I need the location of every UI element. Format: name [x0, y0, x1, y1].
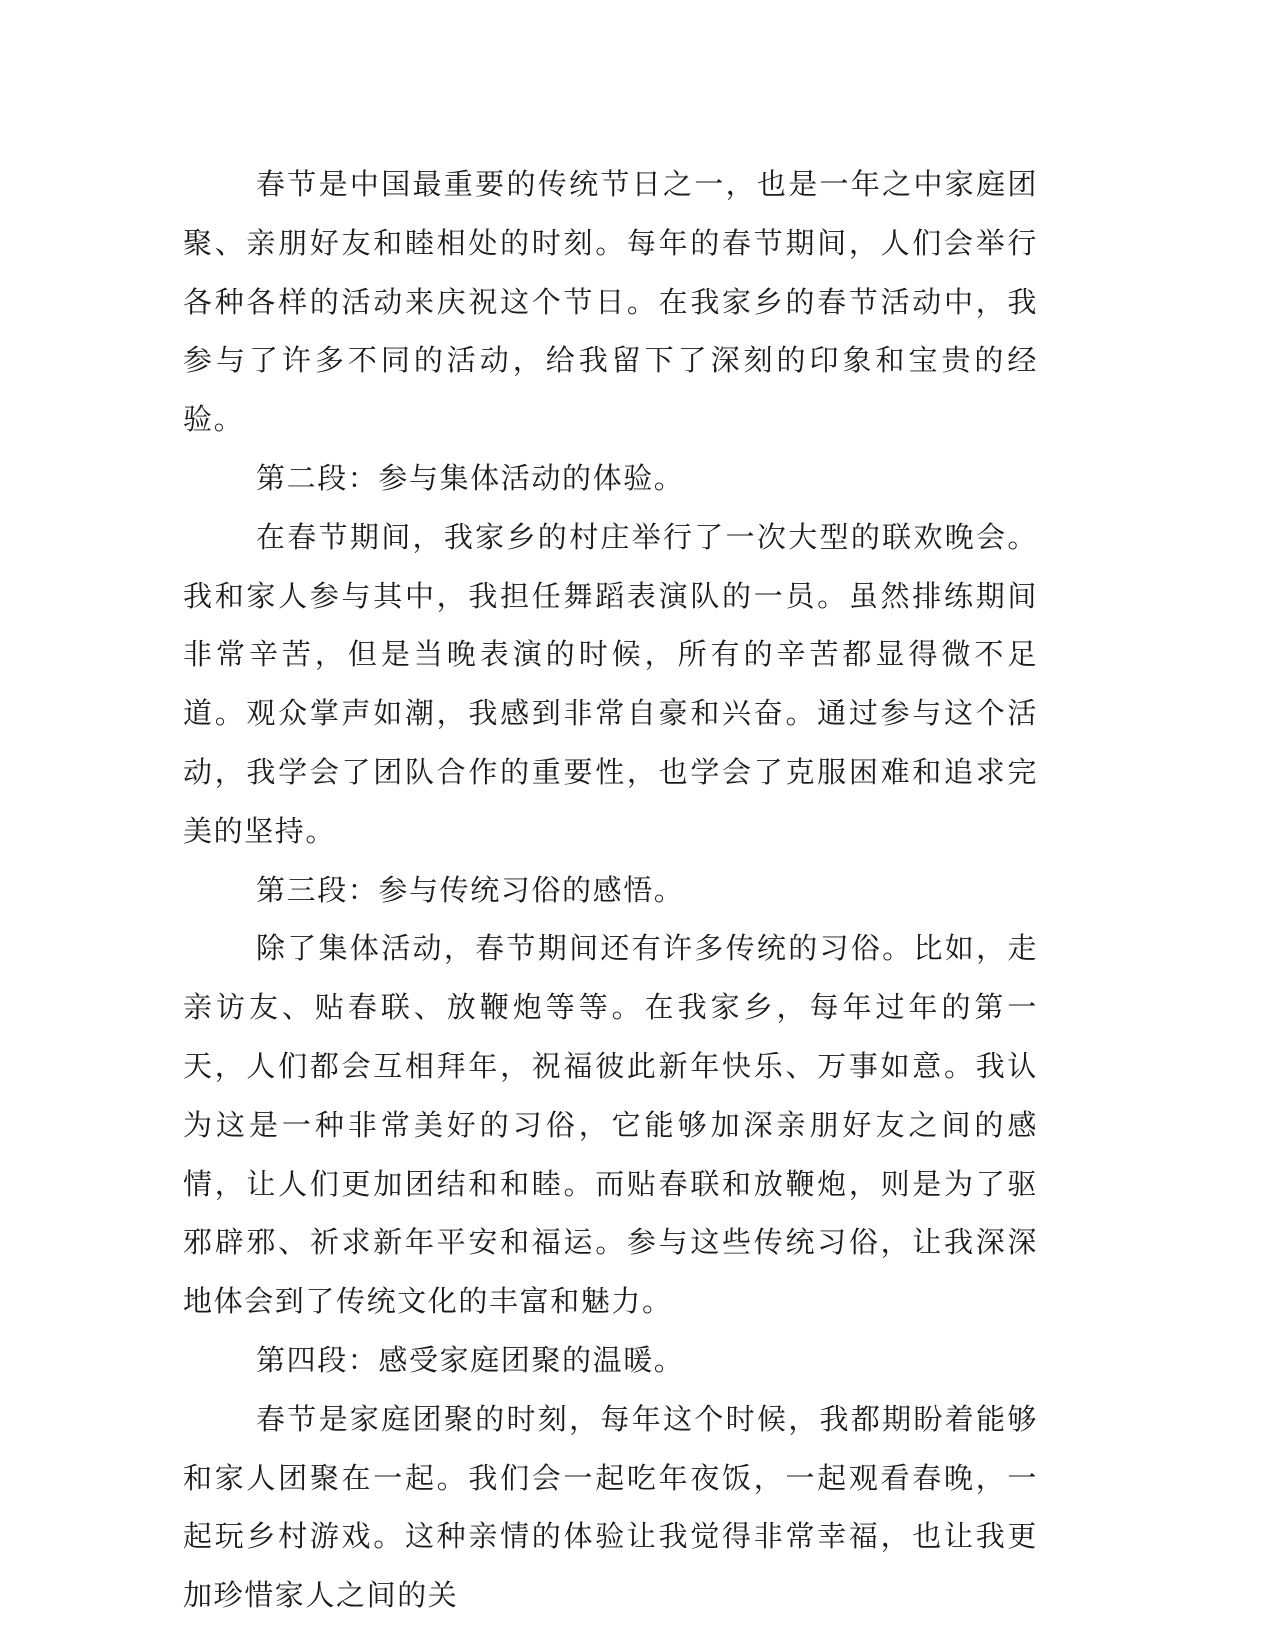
paragraph-collective-activity: 在春节期间，我家乡的村庄举行了一次大型的联欢晚会。我和家人参与其中，我担任舞蹈表演队的一员。虽然排练期间非常辛苦，但是当晚表演的时候，所有的辛苦都显得微不足道。观众掌声如潮，我感到非常自豪和兴奋。通过参与这个活动，我学会了团队合作的重要性，也学会了克服困难和追求完美的坚持。	[183, 519, 1038, 848]
section-heading-3: 第三段：参与传统习俗的感悟。	[256, 872, 685, 907]
paragraph-traditional-customs: 除了集体活动，春节期间还有许多传统的习俗。比如，走亲访友、贴春联、放鞭炮等等。在我家乡，每年过年的第一天，人们都会互相拜年，祝福彼此新年快乐、万事如意。我认为这是一种非常美好的习俗，它能够加深亲朋好友之间的感情，让人们更加团结和和睦。而贴春联和放鞭炮，则是为了驱邪辟邪、祈求新年平安和福运。参与这些传统习俗，让我深深地体会到了传统文化的丰富和魅力。	[183, 931, 1038, 1319]
section-heading-4: 第四段：感受家庭团聚的温暖。	[256, 1342, 685, 1377]
paragraph-family-reunion: 春节是家庭团聚的时刻，每年这个时候，我都期盼着能够和家人团聚在一起。我们会一起吃年夜饭，一起观看春晚，一起玩乡村游戏。这种亲情的体验让我觉得非常幸福，也让我更加珍惜家人之间的关	[183, 1401, 1038, 1613]
document-body	[183, 155, 1038, 1625]
section-heading-2: 第二段：参与集体活动的体验。	[256, 460, 685, 495]
paragraph-intro: 春节是中国最重要的传统节日之一，也是一年之中家庭团聚、亲朋好友和睦相处的时刻。每年的春节期间，人们会举行各种各样的活动来庆祝这个节日。在我家乡的春节活动中，我参与了许多不同的活动，给我留下了深刻的印象和宝贵的经验。	[183, 167, 1038, 437]
